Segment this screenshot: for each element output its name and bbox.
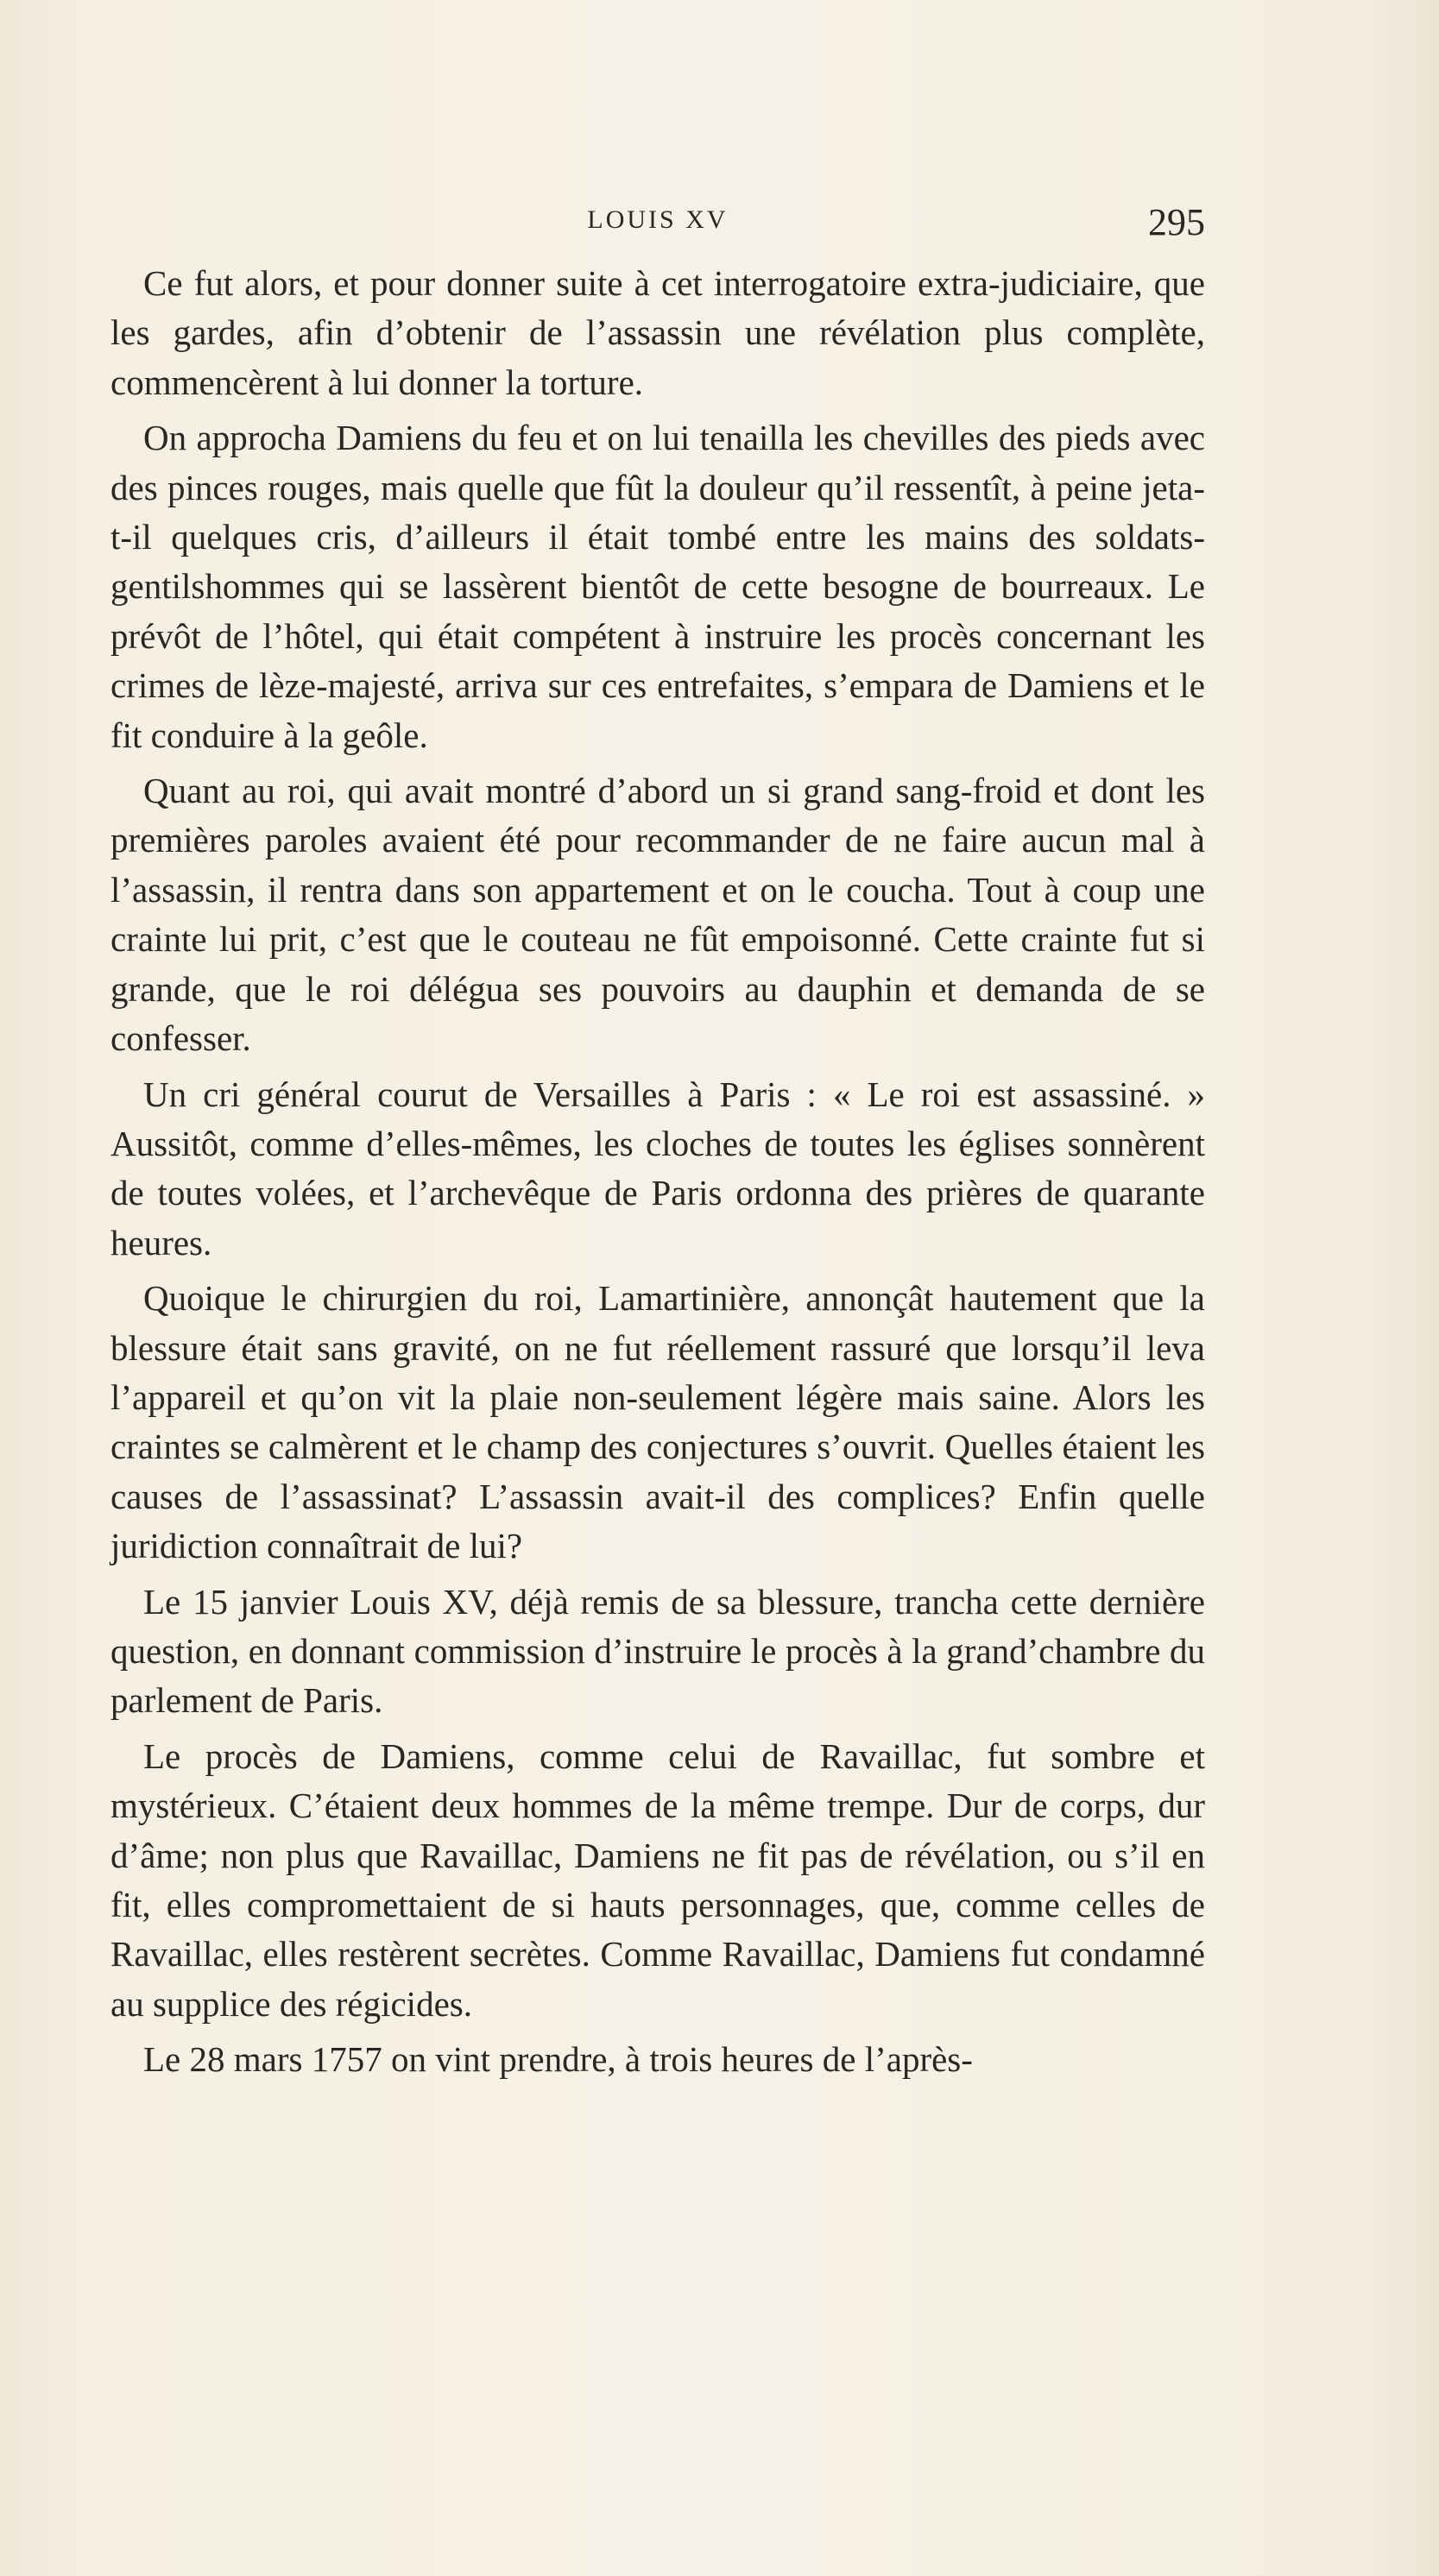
- paragraph: Le 15 janvier Louis XV, déjà remis de sa blessure, trancha cette dernière question, en donnant commission d’instruire le procès à la grand’chambre du parlement de Paris.: [110, 1581, 1205, 1721]
- paragraph: Quoique le chirurgien du roi, Lamartinière, annonçât hautement que la blessure était sans gravité, on ne fut réellement rassuré que lorsqu’il leva l’appareil et qu’on vit la plaie non-seulement légère mais saine. Alors les craintes se calmèrent et le champ des conjectures s’ouvrit. Quelles étaient les causes de l’assassinat? L’assassin avait-il des complices? Enfin quelle juridiction connaîtrait de lui?: [110, 1278, 1205, 1566]
- paragraph: Quant au roi, qui avait montré d’abord un si grand sang-froid et dont les premières paroles avaient été pour recommander de ne faire aucun mal à l’assassin, il rentra dans son appartement et on le coucha. Tout à coup une crainte lui prit, c’est que le couteau ne fût empoisonné. Cette crainte fut si grande, que le roi délégua ses pouvoirs au dauphin et demanda de se confesser.: [110, 771, 1205, 1059]
- page-number: 295: [1148, 201, 1205, 243]
- paragraph: On approcha Damiens du feu et on lui tenailla les chevilles des pieds avec des pinces rouges, mais quelle que fût la douleur qu’il ressentît, à peine jeta-t-il quelques cris, d’ailleurs il était tombé entre les mains des soldats-gentilshommes qui se lassèrent bientôt de cette besogne de bourreaux. Le prévôt de l’hôtel, qui était compétent à instruire les procès concernant les crimes de lèze-majesté, arriva sur ces entrefaites, s’empara de Damiens et le fit conduire à la geôle.: [110, 418, 1205, 755]
- body-text: [110, 259, 1205, 2091]
- page-title: LOUIS XV: [587, 205, 729, 234]
- paragraph: Ce fut alors, et pour donner suite à cet interrogatoire extra-judiciaire, que les gardes, afin d’obtenir de l’assassin une révélation plus complète, commencèrent à lui donner la torture.: [110, 263, 1205, 402]
- paragraph: Le procès de Damiens, comme celui de Ravaillac, fut sombre et mystérieux. C’étaient deux hommes de la même trempe. Dur de corps, dur d’âme; non plus que Ravaillac, Damiens ne fit pas de révélation, ou s’il en fit, elles compromettaient de si hauts personnages, que, comme celles de Ravaillac, elles restèrent secrètes. Comme Ravaillac, Damiens fut condamné au supplice des régicides.: [110, 1735, 1205, 2024]
- paragraph: Le 28 mars 1757 on vint prendre, à trois heures de l’après-: [143, 2039, 973, 2080]
- paragraph: Un cri général courut de Versailles à Paris : « Le roi est assassiné. » Aussitôt, comme d’elles-mêmes, les cloches de toutes les églises sonnèrent de toutes volées, et l’archevêque de Paris ordonna des prières de quarante heures.: [110, 1074, 1205, 1263]
- running-head: [110, 200, 1205, 245]
